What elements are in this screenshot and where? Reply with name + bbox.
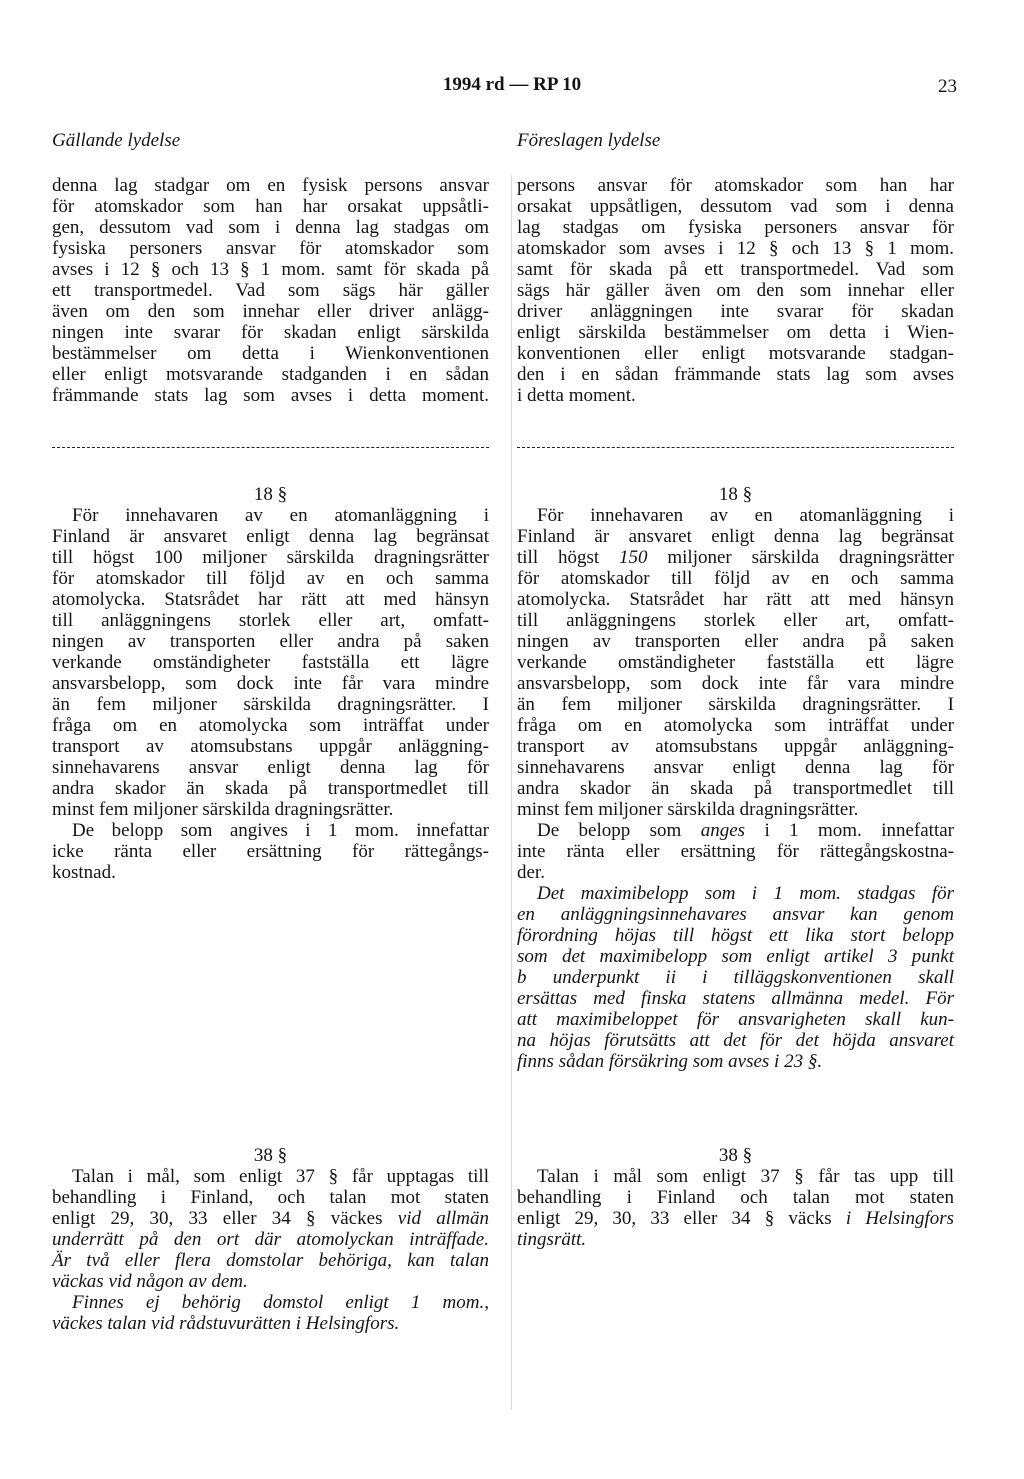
- left-sec18: [52, 484, 489, 883]
- text-run: enligt 29, 30, 33 eller 34 § väckes: [52, 1208, 383, 1229]
- text-run-italic: vid allmän: [397, 1208, 490, 1229]
- text-line: till anläggningens storlek eller art, omfatt-: [517, 610, 954, 631]
- text-line: na höjas förutsätts att det för det höjda ansvaret: [517, 1030, 954, 1051]
- text-line: väckes talan vid rådstuvurätten i Helsingfors.: [52, 1313, 400, 1334]
- section-heading: 18 §: [253, 484, 288, 505]
- text-line: För innehavaren av en atomanläggning i: [537, 505, 954, 526]
- text-line: minst fem miljoner särskilda dragningsrätter.: [517, 799, 859, 820]
- section-heading: 18 §: [718, 484, 753, 505]
- text-line: atomolycka. Statsrådet har rätt att med hänsyn: [52, 589, 489, 610]
- text-line: denna lag stadgar om en fysisk persons ansvar: [52, 175, 489, 196]
- text-line: till högst 100 miljoner särskilda dragningsrätter: [52, 547, 489, 568]
- text-line: De belopp som angives i 1 mom. innefattar: [72, 820, 489, 841]
- text-line: atomskador som avses i 12 § och 13 § 1 mom.: [517, 238, 954, 259]
- text-line: andra skador än skada på transportmedlet till: [517, 778, 954, 799]
- text-line: b underpunkt ii i tilläggskonventionen skall: [517, 967, 954, 988]
- text-line: Finland är ansvaret enligt denna lag begränsat: [517, 526, 954, 547]
- text-line: inte ränta eller ersättning för rättegångskostna-: [517, 841, 954, 862]
- right-column-heading: Föreslagen lydelse: [517, 130, 661, 151]
- text-line: atomolycka. Statsrådet har rätt att med hänsyn: [517, 589, 954, 610]
- text-line: Finland är ansvaret enligt denna lag begränsat: [52, 526, 489, 547]
- text-line: väckas vid någon av dem.: [52, 1271, 248, 1292]
- text-line: driver anläggningen inte svarar för skadan: [517, 301, 954, 322]
- text-line: [52, 1208, 489, 1229]
- text-line: För innehavaren av en atomanläggning i: [72, 505, 489, 526]
- text-line: ersättas med finska statens allmänna medel. För: [517, 988, 954, 1009]
- text-line: för atomskador till följd av en och samma: [52, 568, 489, 589]
- text-line: fråga om en atomolycka som inträffat under: [52, 715, 489, 736]
- right-sec18: [517, 484, 954, 1072]
- text-line: Finnes ej behörig domstol enligt 1 mom.,: [72, 1292, 489, 1313]
- text-line: tingsrätt.: [517, 1229, 587, 1250]
- text-line: kostnad.: [52, 862, 116, 883]
- text-line: sinnehavarens ansvar enligt denna lag för: [517, 757, 954, 778]
- text-line: lag stadgas om fysiska personers ansvar för: [517, 217, 954, 238]
- text-line: finns sådan försäkring som avses i 23 §.: [517, 1051, 823, 1072]
- left-column-heading: Gällande lydelse: [52, 130, 181, 151]
- text-line: avses i 12 § och 13 § 1 mom. samt för skada på: [52, 259, 489, 280]
- right-sec38: [517, 1145, 954, 1250]
- text-line: än fem miljoner särskilda dragningsrätter. I: [52, 694, 489, 715]
- text-line: Det maximibelopp som i 1 mom. stadgas för: [537, 883, 954, 904]
- text-line: transport av atomsubstans uppgår anläggning-: [52, 736, 489, 757]
- left-sec38: [52, 1145, 489, 1334]
- text-line: andra skador än skada på transportmedlet till: [52, 778, 489, 799]
- text-line: för atomskador som han har orsakat uppsåtli-: [52, 196, 489, 217]
- text-run: i 1 mom. innefattar: [764, 820, 954, 841]
- text-line: Talan i mål som enligt 37 § får tas upp till: [537, 1166, 954, 1187]
- text-line: minst fem miljoner särskilda dragningsrätter.: [52, 799, 394, 820]
- text-line: bestämmelser om detta i Wienkonventionen: [52, 343, 489, 364]
- text-line: Är två eller flera domstolar behöriga, kan talan: [52, 1250, 489, 1271]
- text-line: som det maximibelopp som enligt artikel 3 punkt: [517, 946, 954, 967]
- text-line: konventionen eller enligt motsvarande stadgan-: [517, 343, 954, 364]
- text-line: sinnehavarens ansvar enligt denna lag för: [52, 757, 489, 778]
- text-line: en anläggningsinnehavares ansvar kan genom: [517, 904, 954, 925]
- text-line: behandling i Finland, och talan mot staten: [52, 1187, 489, 1208]
- section-heading: 38 §: [253, 1145, 288, 1166]
- text-line: främmande stats lag som avses i detta moment.: [52, 385, 489, 406]
- text-run: enligt 29, 30, 33 eller 34 § väcks: [517, 1208, 832, 1229]
- right-block1: [517, 175, 954, 406]
- text-line: ningen av transporten eller andra på saken: [52, 631, 489, 652]
- column-divider: [511, 175, 512, 1410]
- text-line: ningen inte svarar för skadan enligt särskilda: [52, 322, 489, 343]
- text-line: samt för skada på ett transportmedel. Vad som: [517, 259, 954, 280]
- text-line: verkande omständigheter fastställa ett lägre: [517, 652, 954, 673]
- text-line: verkande omständigheter fastställa ett lägre: [52, 652, 489, 673]
- text-line: behandling i Finland och talan mot staten: [517, 1187, 954, 1208]
- text-line: fysiska personers ansvar för atomskador som: [52, 238, 489, 259]
- text-line: i detta moment.: [517, 385, 636, 406]
- left-block1: [52, 175, 489, 406]
- text-run-italic: i Helsingfors: [845, 1208, 955, 1229]
- text-line: icke ränta eller ersättning för rättegångs-: [52, 841, 489, 862]
- text-line: ningen av transporten eller andra på saken: [517, 631, 954, 652]
- text-run-italic: anges: [700, 820, 746, 841]
- text-line: fråga om en atomolycka som inträffat under: [517, 715, 954, 736]
- text-line: förordning höjas till högst ett lika stort belopp: [517, 925, 954, 946]
- text-line: sägs här gäller även om den som innehar eller: [517, 280, 954, 301]
- text-run-italic: 150: [619, 547, 648, 568]
- text-line: för atomskador till följd av en och samma: [517, 568, 954, 589]
- text-line: orsakat uppsåtligen, dessutom vad som i denna: [517, 196, 954, 217]
- text-line: Talan i mål, som enligt 37 § får upptagas till: [72, 1166, 489, 1187]
- text-line: persons ansvar för atomskador som han har: [517, 175, 954, 196]
- text-line: gen, dessutom vad som i denna lag stadgas om: [52, 217, 489, 238]
- text-line: [517, 547, 954, 568]
- text-line: att maximibeloppet för ansvarigheten skall kun-: [517, 1009, 954, 1030]
- text-line: än fem miljoner särskilda dragningsrätter. I: [517, 694, 954, 715]
- text-line: även om den som innehar eller driver anlägg-: [52, 301, 489, 322]
- text-line: till anläggningens storlek eller art, omfatt-: [52, 610, 489, 631]
- text-line: der.: [517, 862, 545, 883]
- text-run: De belopp som: [537, 820, 682, 841]
- omission-dashes: [52, 447, 489, 448]
- page-header-title: 1994 rd — RP 10: [442, 74, 582, 95]
- text-line: ansvarsbelopp, som dock inte får vara mindre: [517, 673, 954, 694]
- text-line: ett transportmedel. Vad som sägs här gäller: [52, 280, 489, 301]
- text-line: [517, 1208, 954, 1229]
- text-line: transport av atomsubstans uppgår anläggning-: [517, 736, 954, 757]
- text-run: miljoner särskilda dragningsrätter: [667, 547, 955, 568]
- omission-dashes: [517, 447, 954, 448]
- text-line: den i en sådan främmande stats lag som avses: [517, 364, 954, 385]
- text-line: underrätt på den ort där atomolyckan inträffade.: [52, 1229, 489, 1250]
- section-heading: 38 §: [718, 1145, 753, 1166]
- text-line: enligt särskilda bestämmelser om detta i Wien-: [517, 322, 954, 343]
- text-line: ansvarsbelopp, som dock inte får vara mindre: [52, 673, 489, 694]
- text-line: [517, 820, 954, 841]
- text-run: till högst: [517, 547, 600, 568]
- page-number: 23: [938, 76, 957, 97]
- text-line: eller enligt motsvarande stadganden i en sådan: [52, 364, 489, 385]
